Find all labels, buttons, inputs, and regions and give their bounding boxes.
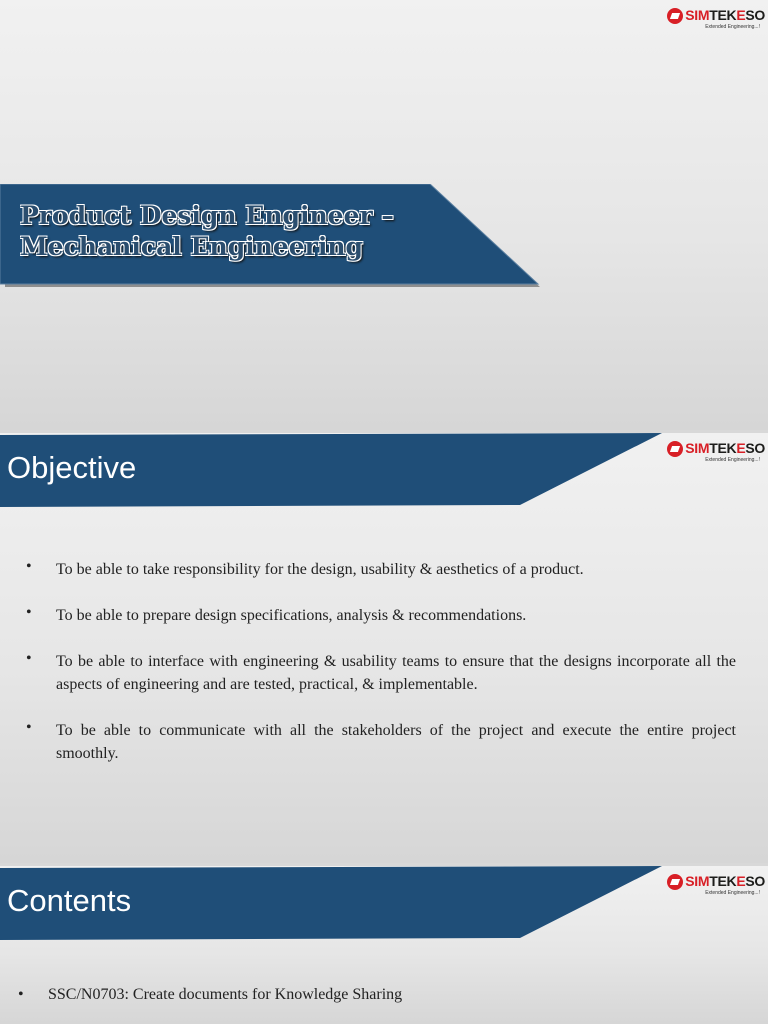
list-item: • To be able to prepare design specifications, analysis & recommendations. xyxy=(26,604,527,624)
list-item: • SSC/N0703: Create documents for Knowledge Sharing xyxy=(18,986,403,1003)
objective-heading: Objective xyxy=(7,450,137,485)
title-line-2: Mechanical Engineering xyxy=(20,232,363,261)
company-logo xyxy=(667,7,765,30)
simtekeso-logo-icon xyxy=(667,8,683,24)
objective-slide xyxy=(0,433,768,863)
list-item: • To be able to take responsibility for the design, usability & aesthetics of a product. xyxy=(26,558,584,578)
company-logo xyxy=(667,440,765,463)
slide-title xyxy=(20,200,394,262)
logo-tagline: Extended Engineering...! xyxy=(705,890,760,896)
list-item: • To be able to interface with engineering & usability teams to ensure that the designs incorporate all the aspects of engineering and are tested, practical, & implementable. xyxy=(26,650,736,693)
logo-name: SIMTEKESO xyxy=(685,7,765,23)
logo-name: SIMTEKESO xyxy=(685,440,765,456)
company-logo xyxy=(667,873,765,896)
logo-tagline: Extended Engineering...! xyxy=(705,457,760,463)
simtekeso-logo-icon xyxy=(667,441,683,457)
logo-tagline: Extended Engineering...! xyxy=(705,24,760,30)
objective-list xyxy=(26,558,736,788)
list-item: • To be able to communicate with all the stakeholders of the project and execute the entire project smoothly. xyxy=(26,719,736,762)
simtekeso-logo-icon xyxy=(667,874,683,890)
contents-heading: Contents xyxy=(7,883,132,918)
contents-slide xyxy=(0,866,768,1024)
title-line-1: Product Design Engineer – xyxy=(20,201,394,230)
logo-name: SIMTEKESO xyxy=(685,873,765,889)
contents-list xyxy=(18,984,402,1016)
title-slide xyxy=(0,0,768,430)
